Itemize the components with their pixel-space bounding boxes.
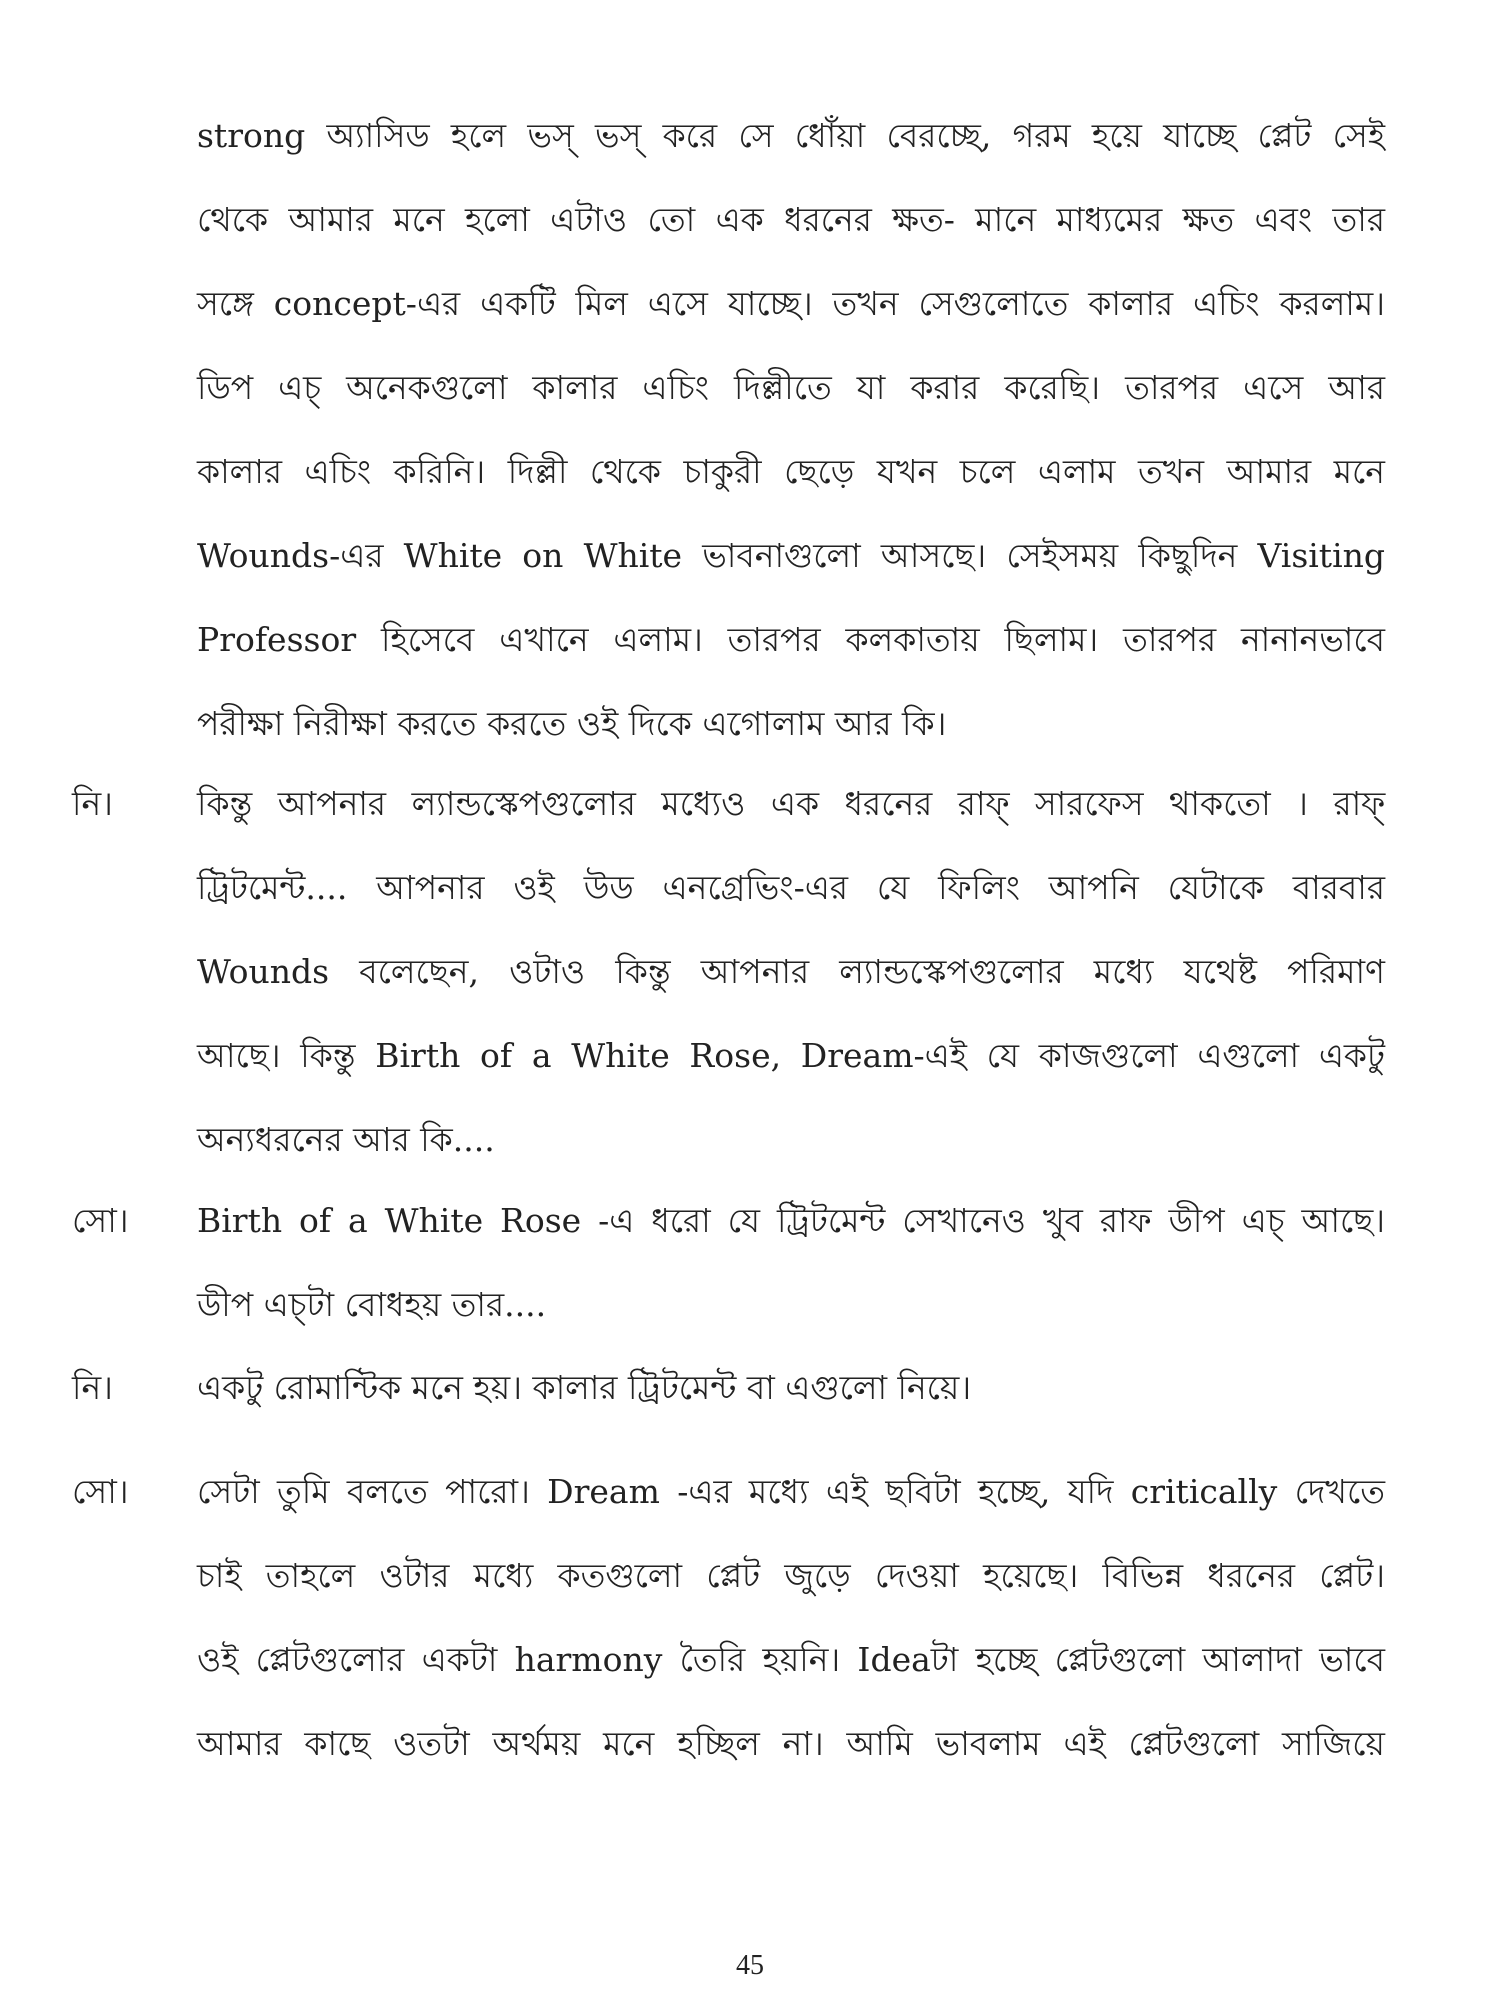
text-line: পরীক্ষা নিরীক্ষা করতে করতে ওই দিকে এগোলাম আর কি। [197, 704, 947, 743]
speaker-label: নি। [72, 1368, 113, 1407]
text-line: চাই তাহলে ওটার মধ্যে কতগুলো প্লেট জুড়ে দেওয়া হয়েছে। বিভিন্ন ধরনের প্লেট। [197, 1556, 1385, 1595]
text-line: থেকে আমার মনে হলো এটাও তো এক ধরনের ক্ষত- মানে মাধ্যমের ক্ষত এবং তার [197, 200, 1385, 239]
text-line: ট্রিটমেন্ট.... আপনার ওই উড এনগ্রেভিং-এর যে ফিলিং আপনি যেটাকে বারবার [197, 868, 1385, 907]
text-line: কালার এচিং করিনি। দিল্লী থেকে চাকুরী ছেড়ে যখন চলে এলাম তখন আমার মনে [197, 452, 1385, 491]
speaker-label: নি। [72, 784, 113, 823]
paragraph-continuation [197, 94, 1385, 766]
paragraph-dialogue [197, 1450, 1385, 1786]
text-line: সঙ্গে concept-এর একটি মিল এসে যাচ্ছে। তখন সেগুলোতে কালার এচিং করলাম। [197, 284, 1385, 323]
text-line: Wounds-এর White on White ভাবনাগুলো আসছে। সেইসময় কিছুদিন Visiting [197, 536, 1385, 575]
text-line: সেটা তুমি বলতে পারো। Dream -এর মধ্যে এই ছবিটা হচ্ছে, যদি critically দেখতে [197, 1472, 1385, 1511]
page-number: 45 [736, 1950, 764, 1981]
paragraph-dialogue [197, 1346, 1385, 1430]
text-line: অন্যধরনের আর কি.... [197, 1120, 495, 1159]
paragraph-dialogue [197, 762, 1385, 1182]
text-line: একটু রোমান্টিক মনে হয়। কালার ট্রিটমেন্ট বা এগুলো নিয়ে। [197, 1368, 972, 1407]
text-line: ডীপ এচ্টা বোধহয় তার.... [197, 1285, 547, 1324]
speaker-label: সো। [72, 1472, 129, 1511]
text-line: ওই প্লেটগুলোর একটা harmony তৈরি হয়নি। Ideaটা হচ্ছে প্লেটগুলো আলাদা ভাবে [197, 1640, 1385, 1679]
text-line: Birth of a White Rose -এ ধরো যে ট্রিটমেন্ট সেখানেও খুব রাফ ডীপ এচ্ আছে। [197, 1201, 1385, 1240]
speaker-label: সো। [72, 1201, 129, 1240]
text-line: আছে। কিন্তু Birth of a White Rose, Dream-এই যে কাজগুলো এগুলো একটু [197, 1036, 1385, 1075]
text-line: আমার কাছে ওতটা অর্থময় মনে হচ্ছিল না। আমি ভাবলাম এই প্লেটগুলো সাজিয়ে [197, 1724, 1385, 1763]
text-line: কিন্তু আপনার ল্যান্ডস্কেপগুলোর মধ্যেও এক ধরনের রাফ্ সারফেস থাকতো । রাফ্ [197, 784, 1385, 823]
paragraph-dialogue [197, 1179, 1385, 1347]
text-line: strong অ্যাসিড হলে ভস্ ভস্ করে সে ধোঁয়া বেরচ্ছে, গরম হয়ে যাচ্ছে প্লেট সেই [197, 116, 1385, 155]
text-line: Wounds বলেছেন, ওটাও কিন্তু আপনার ল্যান্ডস্কেপগুলোর মধ্যে যথেষ্ট পরিমাণ [197, 952, 1385, 991]
text-line: Professor হিসেবে এখানে এলাম। তারপর কলকাতায় ছিলাম। তারপর নানানভাবে [197, 620, 1385, 659]
text-line: ডিপ এচ্ অনেকগুলো কালার এচিং দিল্লীতে যা করার করেছি। তারপর এসে আর [197, 368, 1385, 407]
